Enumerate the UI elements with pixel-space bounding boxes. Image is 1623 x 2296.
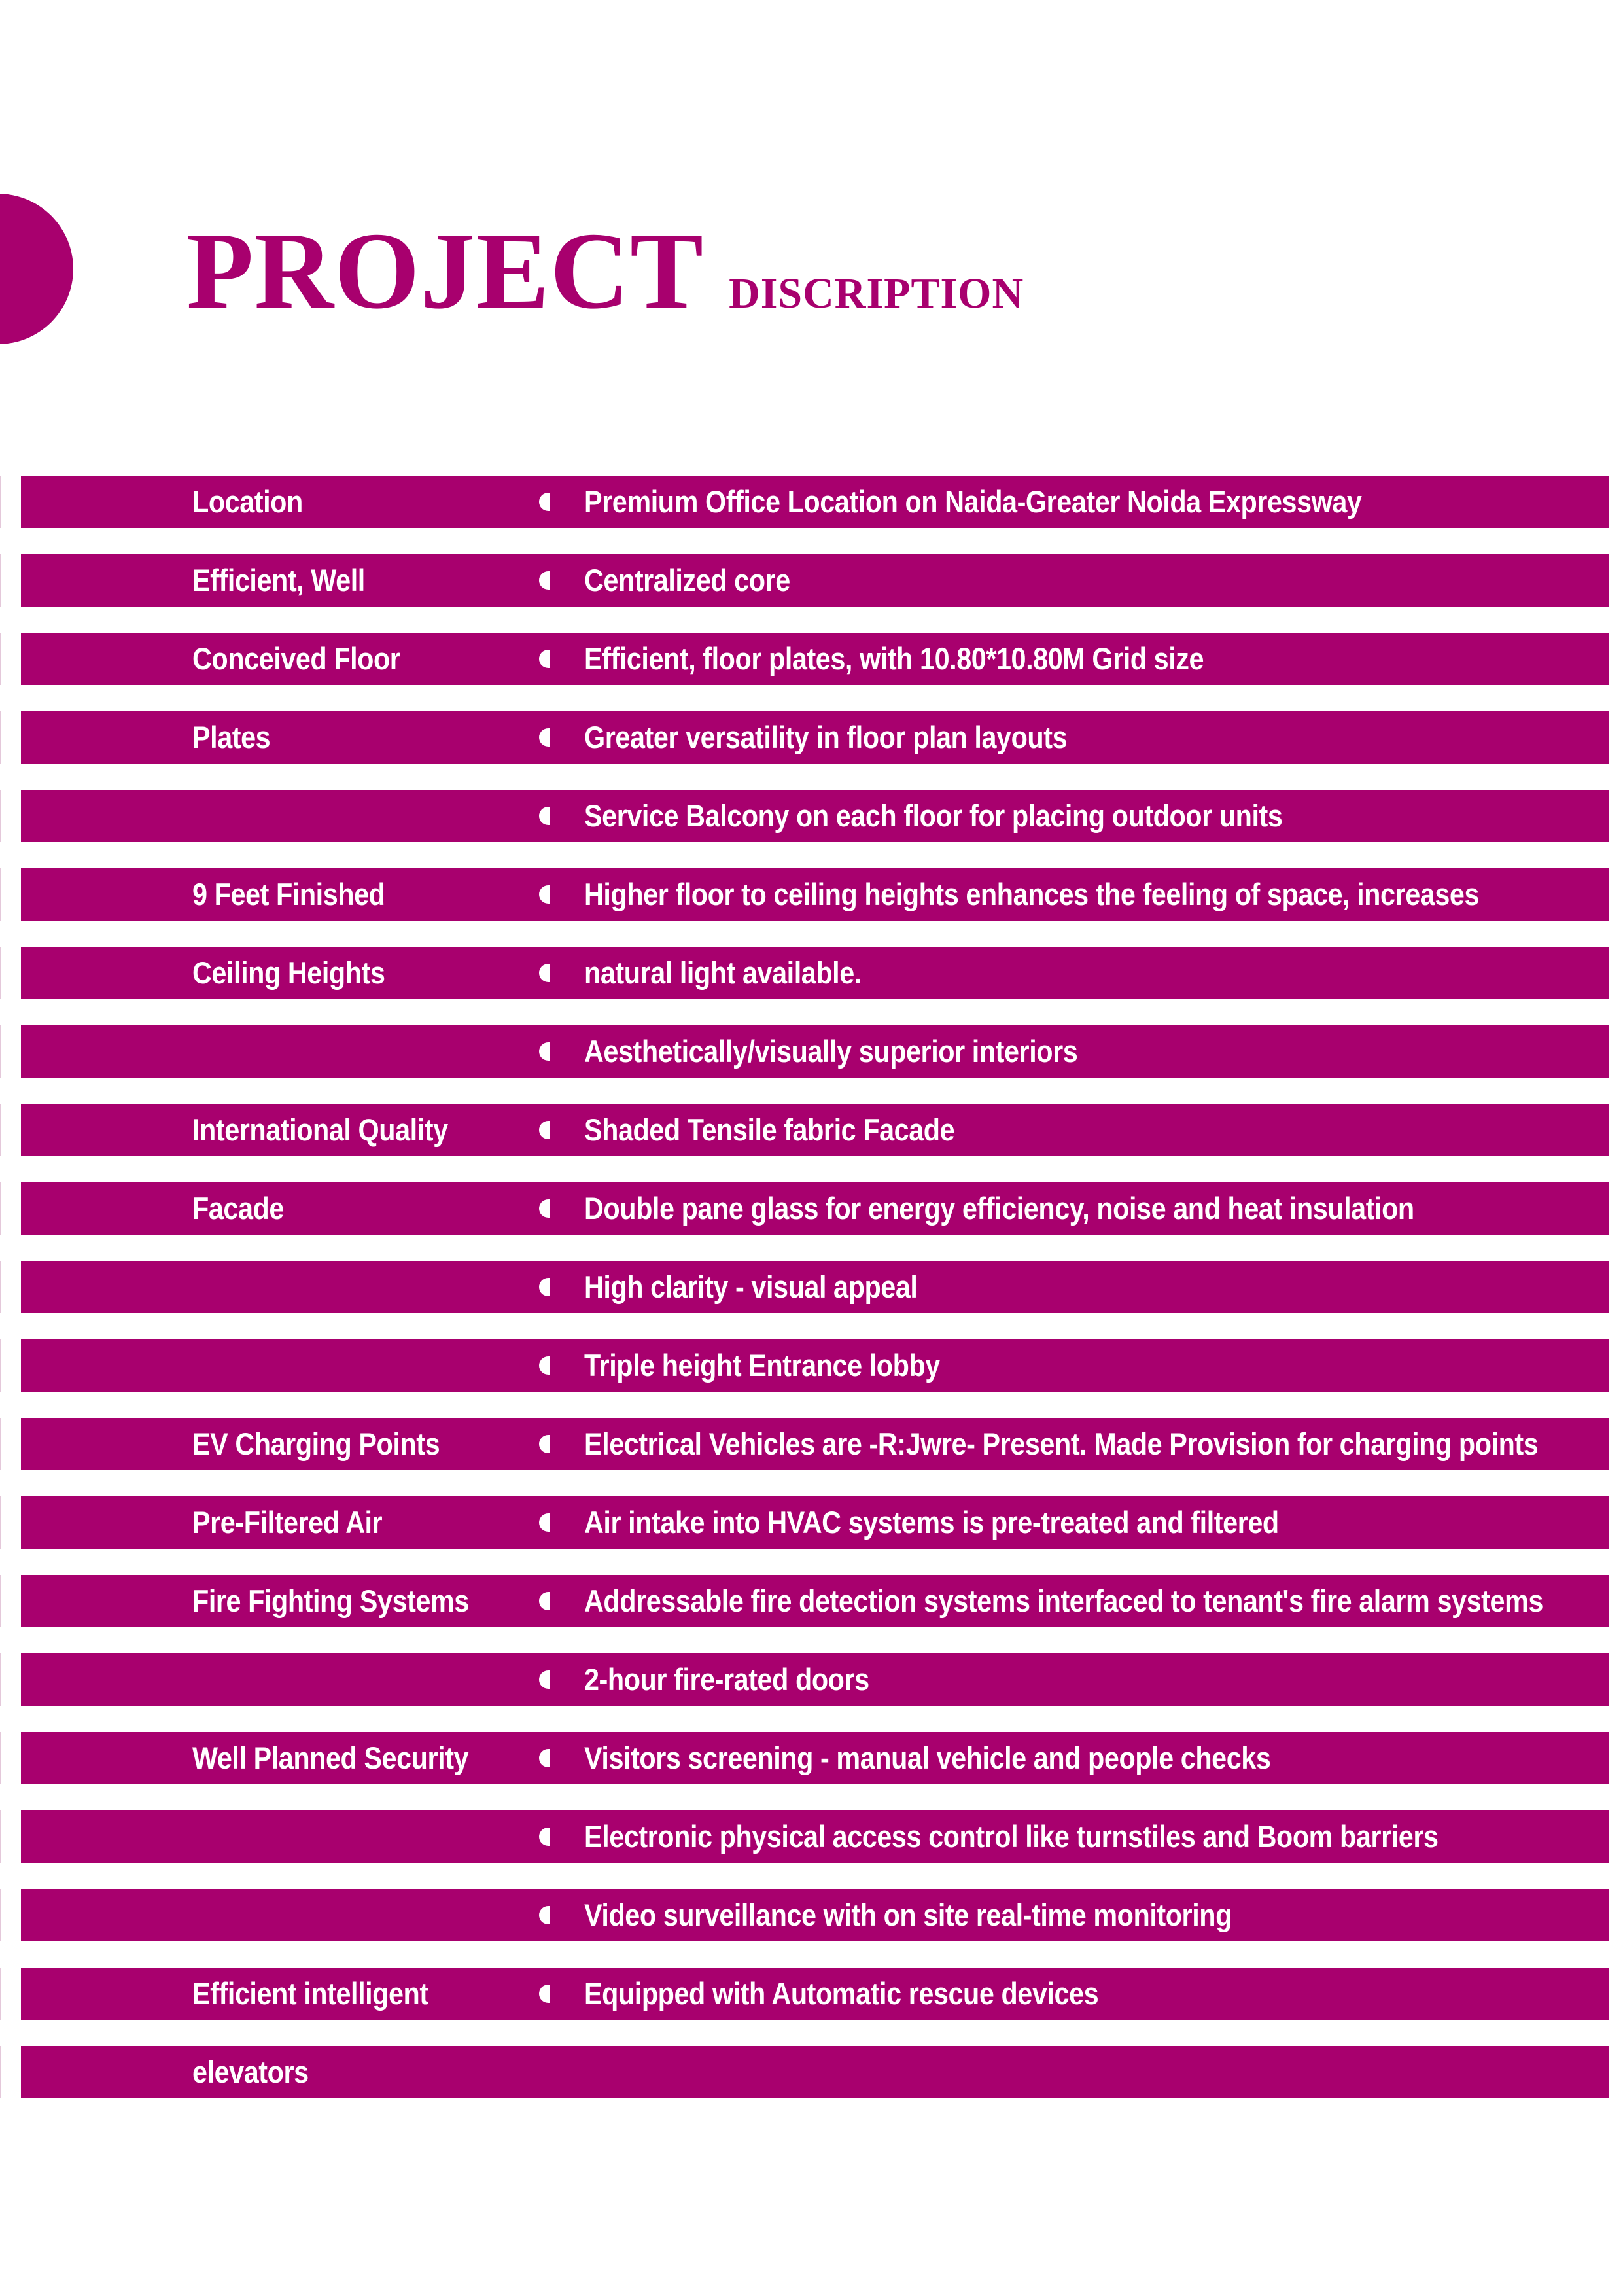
row-description: Higher floor to ceiling heights enhances the feeling of space, increases xyxy=(584,877,1480,911)
half-circle-bullet-icon xyxy=(539,964,550,982)
row-description: Service Balcony on each floor for placing outdoor units xyxy=(584,798,1283,833)
half-circle-bullet-icon xyxy=(539,1121,550,1139)
row-description: Electronic physical access control like turnstiles and Boom barriers xyxy=(584,1819,1439,1854)
row-description: 2-hour fire-rated doors xyxy=(584,1662,869,1697)
row-label: Ceiling Heights xyxy=(192,955,385,990)
table-row xyxy=(21,711,1609,764)
table-row xyxy=(21,1810,1609,1863)
row-label: EV Charging Points xyxy=(192,1426,440,1461)
half-circle-bullet-icon xyxy=(539,885,550,904)
row-description: Aesthetically/visually superior interiors xyxy=(584,1034,1078,1069)
half-circle-bullet-icon xyxy=(539,1278,550,1296)
table-row xyxy=(21,1889,1609,1941)
row-description: Visitors screening - manual vehicle and people checks xyxy=(584,1740,1271,1775)
table-row xyxy=(21,790,1609,842)
row-description: natural light available. xyxy=(584,955,862,990)
table-row xyxy=(21,1025,1609,1078)
row-description: Shaded Tensile fabric Facade xyxy=(584,1112,955,1147)
row-description: Efficient, floor plates, with 10.80*10.80M Grid size xyxy=(584,641,1204,676)
half-circle-bullet-icon xyxy=(539,807,550,825)
half-circle-bullet-icon xyxy=(539,571,550,590)
table-row xyxy=(21,1732,1609,1784)
half-circle-bullet-icon xyxy=(539,1435,550,1453)
title-subtitle: DISCRIPTION xyxy=(729,270,1024,317)
table-row xyxy=(21,1653,1609,1706)
half-circle-bullet-icon xyxy=(539,650,550,668)
table-row xyxy=(21,1968,1609,2020)
row-description: Triple height Entrance lobby xyxy=(584,1348,940,1383)
half-circle-bullet-icon xyxy=(539,493,550,511)
row-description: Premium Office Location on Naida-Greater Noida Expressway xyxy=(584,484,1362,519)
table-row xyxy=(21,476,1609,528)
row-description: Addressable fire detection systems interfaced to tenant's fire alarm systems xyxy=(584,1583,1543,1618)
table-row xyxy=(21,1339,1609,1392)
half-circle-bullet-icon xyxy=(539,1906,550,1924)
half-circle-bullet-icon xyxy=(539,1592,550,1610)
table-row xyxy=(21,2046,1609,2098)
row-label: International Quality xyxy=(192,1112,448,1147)
table-row xyxy=(21,1261,1609,1313)
half-circle-bullet-icon xyxy=(539,1828,550,1846)
row-description: Video surveillance with on site real-time monitoring xyxy=(584,1898,1232,1932)
row-label: Well Planned Security xyxy=(192,1740,469,1775)
row-description: Electrical Vehicles are -R:Jwre- Present. Made Provision for charging points xyxy=(584,1426,1539,1461)
table-row xyxy=(21,633,1609,685)
row-label: elevators xyxy=(192,2055,309,2089)
half-circle-bullet-icon xyxy=(539,1199,550,1218)
table-row xyxy=(21,1496,1609,1549)
row-description: Air intake into HVAC systems is pre-treated and filtered xyxy=(584,1505,1279,1540)
table-row xyxy=(21,554,1609,607)
title-main: PROJECT xyxy=(186,210,705,332)
row-description: Equipped with Automatic rescue devices xyxy=(584,1976,1099,2011)
row-label: Efficient, Well xyxy=(192,563,365,597)
row-description: Double pane glass for energy efficiency, noise and heat insulation xyxy=(584,1191,1414,1226)
table-row xyxy=(21,1104,1609,1156)
half-circle-bullet-icon xyxy=(539,1749,550,1767)
table-row xyxy=(21,1182,1609,1235)
half-circle-bullet-icon xyxy=(539,1356,550,1375)
row-label: Facade xyxy=(192,1191,284,1226)
table-row xyxy=(21,868,1609,921)
row-label: Location xyxy=(192,484,303,519)
half-circle-bullet-icon xyxy=(539,1513,550,1532)
half-circle-bullet-icon xyxy=(539,728,550,747)
row-label: Conceived Floor xyxy=(192,641,400,676)
row-description: Greater versatility in floor plan layouts xyxy=(584,720,1068,754)
table-row xyxy=(21,1418,1609,1470)
row-label: Pre-Filtered Air xyxy=(192,1505,383,1540)
row-description: High clarity - visual appeal xyxy=(584,1269,918,1304)
row-description: Centralized core xyxy=(584,563,790,597)
row-label: 9 Feet Finished xyxy=(192,877,385,911)
half-circle-bullet-icon xyxy=(539,1985,550,2003)
row-label: Efficient intelligent xyxy=(192,1976,428,2011)
half-circle-bullet-icon xyxy=(539,1670,550,1689)
row-label: Fire Fighting Systems xyxy=(192,1583,469,1618)
table-row xyxy=(21,947,1609,999)
half-circle-bullet-icon xyxy=(539,1042,550,1061)
table-row xyxy=(21,1575,1609,1627)
row-label: Plates xyxy=(192,720,271,754)
